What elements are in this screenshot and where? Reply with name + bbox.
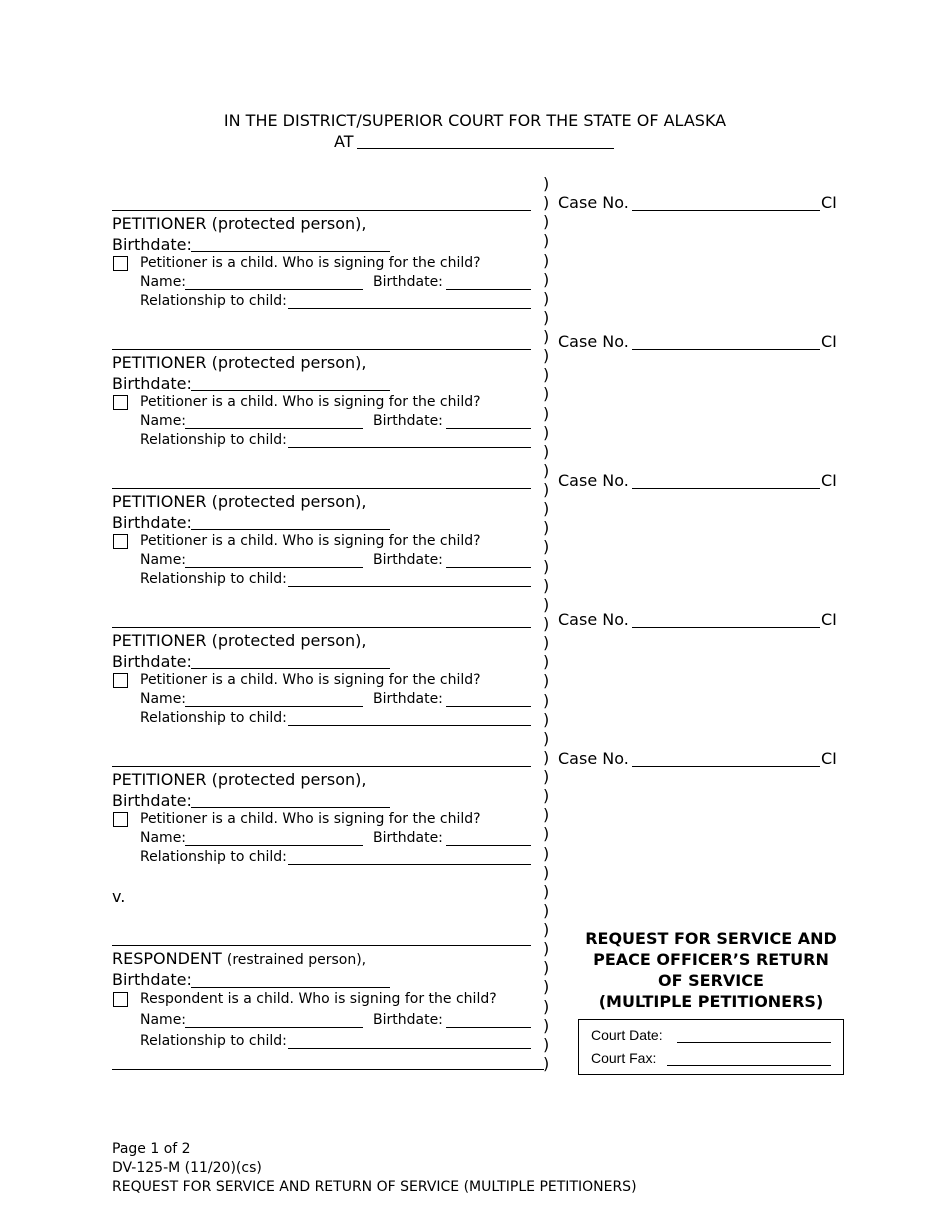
respondent-signer-birthdate-label: Birthdate: (373, 1012, 443, 1028)
respondent-name-field[interactable] (112, 945, 531, 946)
relationship-field[interactable] (288, 864, 531, 865)
caption-paren: ) (543, 824, 550, 843)
petitioner-child-checkbox[interactable] (113, 395, 128, 410)
caption-paren: ) (543, 327, 550, 346)
respondent-relationship-field[interactable] (288, 1048, 531, 1049)
form-title-line1: REQUEST FOR SERVICE AND (585, 929, 837, 948)
respondent-signer-birthdate-field[interactable] (446, 1027, 531, 1028)
petitioner-role (112, 631, 366, 650)
relationship-field[interactable] (288, 308, 531, 309)
signer-birthdate-field[interactable] (446, 706, 531, 707)
petitioner-birthdate-field[interactable] (191, 251, 390, 252)
petitioner-birthdate-label: Birthdate: (112, 374, 192, 393)
caption-paren: ) (543, 480, 550, 499)
court-fax-field[interactable] (667, 1065, 831, 1066)
signer-name-field[interactable] (185, 567, 363, 568)
caption-paren: ) (543, 977, 550, 996)
petitioner-role-note: (protected person), (211, 631, 367, 650)
signer-birthdate-label: Birthdate: (373, 830, 443, 846)
respondent-role (112, 949, 366, 968)
signer-name-label: Name: (140, 830, 187, 846)
petitioner-name-field[interactable] (112, 349, 531, 350)
court-fax-label: Court Fax: (591, 1050, 657, 1066)
caption-paren: ) (543, 710, 550, 729)
relationship-label: Relationship to child: (140, 710, 287, 726)
caption-paren: ) (543, 289, 550, 308)
caption-paren: ) (543, 1035, 550, 1054)
petitioner-role-label: PETITIONER (112, 353, 207, 372)
caption-paren: ) (543, 461, 550, 480)
case-number-label: Case No. (558, 332, 629, 351)
relationship-label: Relationship to child: (140, 293, 287, 309)
petitioner-role-note: (protected person), (211, 353, 367, 372)
caption-paren: ) (543, 939, 550, 958)
petitioner-birthdate-field[interactable] (191, 668, 390, 669)
case-number-field[interactable] (632, 349, 820, 350)
signer-name-label: Name: (140, 274, 187, 290)
signer-name-field[interactable] (185, 706, 363, 707)
page-number: Page 1 of 2 (112, 1141, 191, 1157)
caption-paren: ) (543, 576, 550, 595)
caption-paren: ) (543, 423, 550, 442)
caption-paren: ) (543, 557, 550, 576)
caption-paren: ) (543, 691, 550, 710)
signer-birthdate-label: Birthdate: (373, 552, 443, 568)
case-number-field[interactable] (632, 766, 820, 767)
form-id: DV-125-M (11/20)(cs) (112, 1160, 262, 1176)
caption-paren: ) (543, 882, 550, 901)
caption-paren: ) (543, 346, 550, 365)
petitioner-role-note: (protected person), (211, 214, 367, 233)
case-suffix: CI (821, 471, 837, 490)
petitioner-child-label: Petitioner is a child. Who is signing for the child? (140, 811, 481, 827)
relationship-label: Relationship to child: (140, 849, 287, 865)
caption-paren: ) (543, 748, 550, 767)
caption-paren: ) (543, 614, 550, 633)
caption-paren: ) (543, 767, 550, 786)
caption-paren: ) (543, 595, 550, 614)
case-suffix: CI (821, 193, 837, 212)
caption-paren: ) (543, 958, 550, 977)
signer-name-field[interactable] (185, 289, 363, 290)
signer-birthdate-field[interactable] (446, 845, 531, 846)
caption-paren: ) (543, 537, 550, 556)
petitioner-birthdate-field[interactable] (191, 390, 390, 391)
case-number-field[interactable] (632, 210, 820, 211)
signer-birthdate-label: Birthdate: (373, 413, 443, 429)
form-title-line4: (MULTIPLE PETITIONERS) (598, 992, 824, 1011)
signer-birthdate-field[interactable] (446, 567, 531, 568)
court-info-box (578, 1019, 844, 1075)
respondent-signer-name-label: Name: (140, 1012, 187, 1028)
case-number-label: Case No. (558, 749, 629, 768)
signer-birthdate-field[interactable] (446, 428, 531, 429)
petitioner-birthdate-label: Birthdate: (112, 235, 192, 254)
caption-paren: ) (543, 174, 550, 193)
petitioner-role (112, 353, 366, 372)
caption-paren: ) (543, 518, 550, 537)
signer-birthdate-label: Birthdate: (373, 691, 443, 707)
petitioner-role-label: PETITIONER (112, 492, 207, 511)
caption-paren: ) (543, 671, 550, 690)
case-suffix: CI (821, 332, 837, 351)
caption-paren: ) (543, 193, 550, 212)
respondent-signer-name-field[interactable] (185, 1027, 363, 1028)
form-title-line3: OF SERVICE (658, 971, 764, 990)
caption-paren: ) (543, 270, 550, 289)
caption-paren: ) (543, 308, 550, 327)
caption-paren: ) (543, 499, 550, 518)
signer-birthdate-field[interactable] (446, 289, 531, 290)
caption-bottom-line (112, 1069, 544, 1070)
caption-paren: ) (543, 652, 550, 671)
respondent-role-note: (restrained person), (226, 952, 367, 968)
form-title-line2: PEACE OFFICER’S RETURN (593, 950, 829, 969)
relationship-field[interactable] (288, 725, 531, 726)
signer-name-label: Name: (140, 413, 187, 429)
signer-name-field[interactable] (185, 845, 363, 846)
case-number-field[interactable] (632, 488, 820, 489)
petitioner-child-checkbox[interactable] (113, 812, 128, 827)
case-number-field[interactable] (632, 627, 820, 628)
petitioner-child-label: Petitioner is a child. Who is signing for the child? (140, 255, 481, 271)
petitioner-role-label: PETITIONER (112, 770, 207, 789)
case-number-label: Case No. (558, 193, 629, 212)
petitioner-child-label: Petitioner is a child. Who is signing for the child? (140, 672, 481, 688)
court-title: IN THE DISTRICT/SUPERIOR COURT FOR THE STATE OF ALASKA (223, 111, 727, 130)
respondent-child-label: Respondent is a child. Who is signing for the child? (140, 991, 497, 1007)
petitioner-birthdate-label: Birthdate: (112, 652, 192, 671)
caption-paren: ) (543, 231, 550, 250)
petitioner-birthdate-label: Birthdate: (112, 791, 192, 810)
caption-paren: ) (543, 212, 550, 231)
petitioner-child-label: Petitioner is a child. Who is signing for the child? (140, 394, 481, 410)
form-title (578, 928, 844, 1012)
location-field[interactable] (357, 148, 614, 149)
petitioner-role (112, 770, 366, 789)
petitioner-role-label: PETITIONER (112, 214, 207, 233)
signer-name-field[interactable] (185, 428, 363, 429)
petitioner-child-checkbox[interactable] (113, 534, 128, 549)
caption-paren: ) (543, 1054, 550, 1073)
caption-paren: ) (543, 863, 550, 882)
relationship-label: Relationship to child: (140, 571, 287, 587)
case-number-label: Case No. (558, 610, 629, 629)
respondent-birthdate-field[interactable] (191, 987, 390, 988)
caption-paren: ) (543, 901, 550, 920)
petitioner-name-field[interactable] (112, 627, 531, 628)
petitioner-name-field[interactable] (112, 488, 531, 489)
relationship-field[interactable] (288, 586, 531, 587)
caption-paren: ) (543, 442, 550, 461)
respondent-birthdate-label: Birthdate: (112, 970, 192, 989)
petitioner-role (112, 214, 366, 233)
signer-birthdate-label: Birthdate: (373, 274, 443, 290)
case-suffix: CI (821, 749, 837, 768)
petitioner-name-field[interactable] (112, 210, 531, 211)
form-name: REQUEST FOR SERVICE AND RETURN OF SERVICE (MULTIPLE PETITIONERS) (112, 1179, 637, 1195)
caption-paren: ) (543, 404, 550, 423)
petitioner-birthdate-label: Birthdate: (112, 513, 192, 532)
caption-paren: ) (543, 1016, 550, 1035)
caption-paren: ) (543, 997, 550, 1016)
case-number-label: Case No. (558, 471, 629, 490)
signer-name-label: Name: (140, 691, 187, 707)
petitioner-role-note: (protected person), (211, 492, 367, 511)
at-label: AT (334, 132, 354, 151)
respondent-relationship-label: Relationship to child: (140, 1033, 287, 1049)
signer-name-label: Name: (140, 552, 187, 568)
court-date-label: Court Date: (591, 1027, 663, 1043)
petitioner-child-label: Petitioner is a child. Who is signing for the child? (140, 533, 481, 549)
petitioner-birthdate-field[interactable] (191, 529, 390, 530)
petitioner-birthdate-field[interactable] (191, 807, 390, 808)
petitioner-child-checkbox[interactable] (113, 256, 128, 271)
petitioner-name-field[interactable] (112, 766, 531, 767)
caption-paren: ) (543, 729, 550, 748)
caption-paren: ) (543, 633, 550, 652)
caption-paren: ) (543, 365, 550, 384)
versus-label: v. (112, 887, 126, 906)
respondent-role-label: RESPONDENT (112, 949, 222, 968)
relationship-field[interactable] (288, 447, 531, 448)
caption-paren: ) (543, 384, 550, 403)
petitioner-child-checkbox[interactable] (113, 673, 128, 688)
court-date-field[interactable] (677, 1042, 831, 1043)
relationship-label: Relationship to child: (140, 432, 287, 448)
petitioner-role (112, 492, 366, 511)
caption-paren: ) (543, 805, 550, 824)
petitioner-role-label: PETITIONER (112, 631, 207, 650)
respondent-child-checkbox[interactable] (113, 992, 128, 1007)
petitioner-role-note: (protected person), (211, 770, 367, 789)
caption-paren: ) (543, 844, 550, 863)
caption-paren: ) (543, 251, 550, 270)
caption-paren: ) (543, 920, 550, 939)
case-suffix: CI (821, 610, 837, 629)
caption-paren: ) (543, 786, 550, 805)
